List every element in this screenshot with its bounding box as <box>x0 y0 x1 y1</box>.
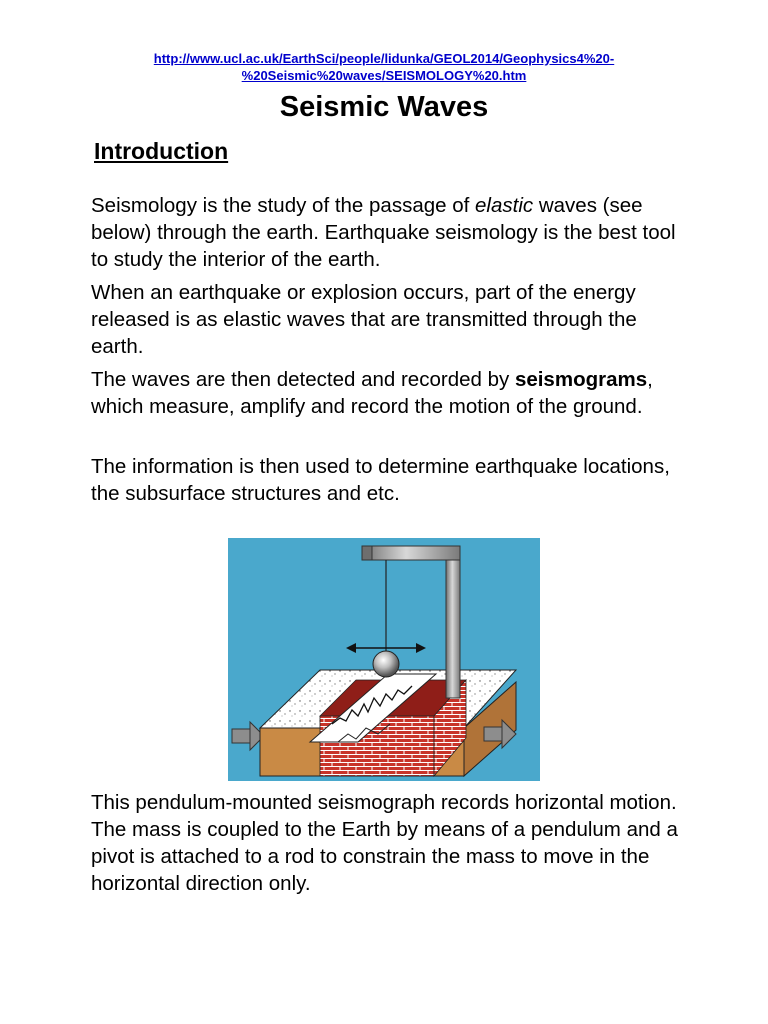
seismograph-illustration <box>228 538 540 781</box>
source-url-line-2[interactable]: %20Seismic%20waves/SEISMOLOGY%20.htm <box>241 68 527 83</box>
figure-caption: This pendulum-mounted seismograph records horizontal motion. The mass is coupled to the Earth by means of a pendulum and a pivot is attached to a rod to constrain the mass to move in the horizontal direction only. <box>91 791 678 895</box>
section-heading-introduction: Introduction <box>94 138 229 164</box>
paragraph-energy-release: When an earthquake or explosion occurs, part of the energy released is as elastic waves that are transmitted through the earth. <box>91 281 637 358</box>
support-arm <box>362 546 460 560</box>
support-rod <box>446 552 460 698</box>
pendulum-mass <box>373 651 399 677</box>
paragraph-text: The waves are then detected and recorded by <box>91 368 515 391</box>
strong-seismograms: seismograms <box>514 368 648 391</box>
paragraph-information-use: The information is then used to determine earthquake locations, the subsurface structures and etc. <box>91 455 670 505</box>
emphasis-elastic: elastic <box>475 194 534 217</box>
paragraph-detection <box>91 366 691 420</box>
paragraph-text: waves (see below) through the earth. Earthquake seismology is the best tool to study the interior of the earth. <box>91 194 676 271</box>
source-url-link[interactable] <box>90 50 678 84</box>
source-url-line-1[interactable]: http://www.ucl.ac.uk/EarthSci/people/lidunka/GEOL2014/Geophysics4%20- <box>153 51 615 66</box>
paragraph-seismology-definition <box>91 192 691 273</box>
paragraph-text: Seismology is the study of the passage of <box>91 194 476 217</box>
left-motion-arrow <box>232 722 264 750</box>
seismograph-drawing <box>228 538 540 781</box>
page-title: Seismic Waves <box>279 91 489 123</box>
paragraph-text: , which measure, amplify and record the motion of the ground. <box>91 368 653 418</box>
